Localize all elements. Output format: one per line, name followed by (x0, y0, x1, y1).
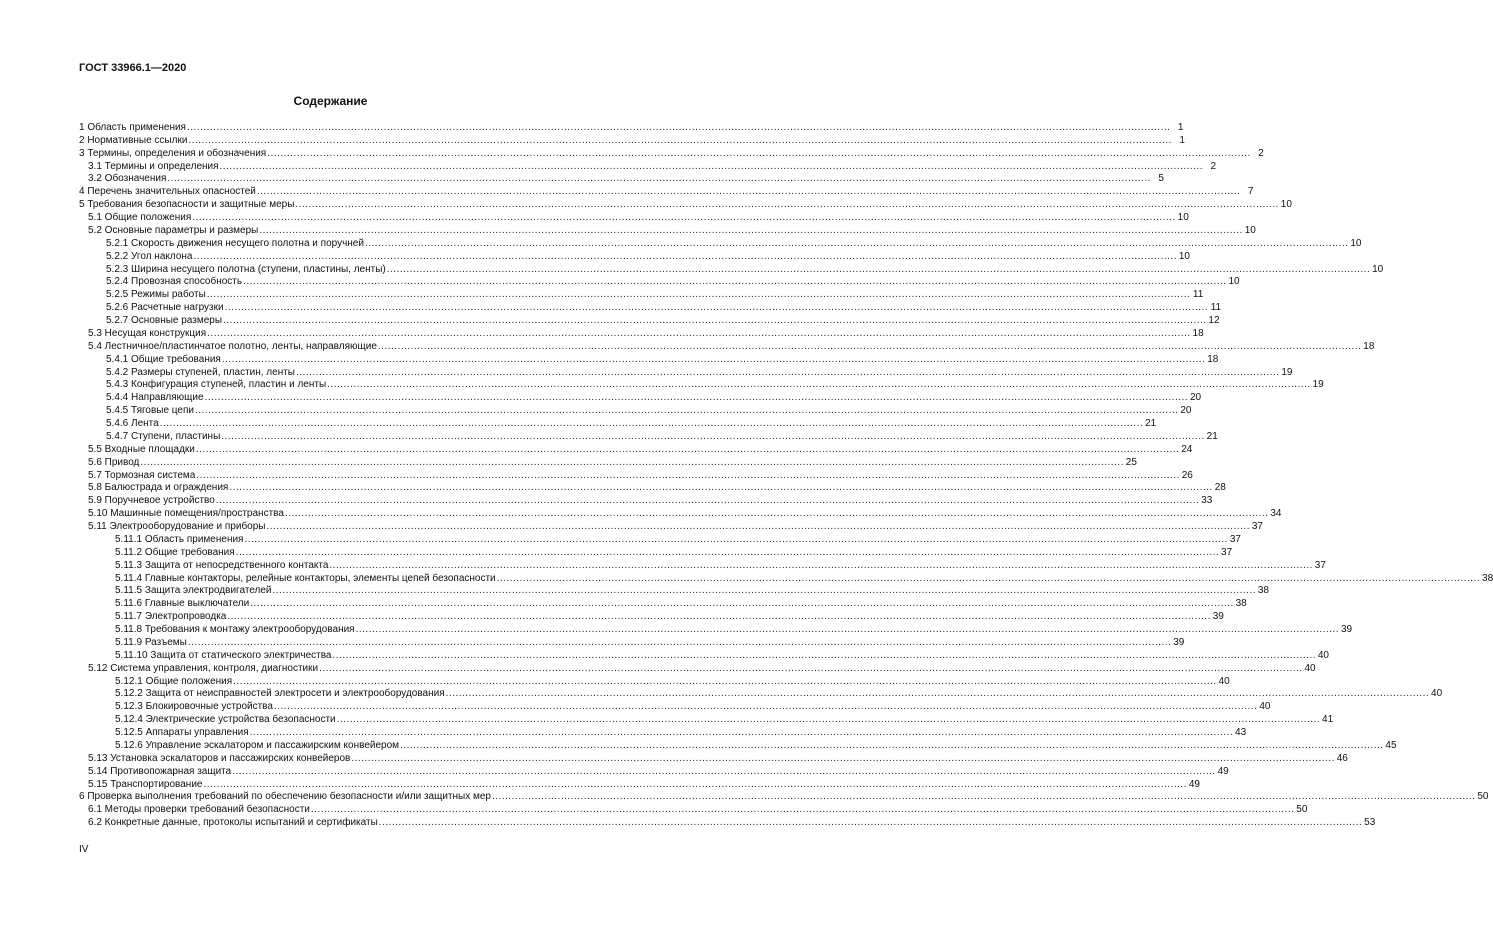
toc-leader-dots: ............................................................................................................................................................................................................................................................................................................ (223, 315, 1207, 326)
toc-entry-title: 5.9 Поручневое устройство (88, 495, 215, 507)
toc-entry-page: 10 (1177, 212, 1189, 223)
toc-entry-title: 5.12.5 Аппараты управления (115, 727, 249, 738)
toc-leader-dots: ............................................................................................................................................................................................................................................................................................................ (266, 521, 1250, 532)
toc-entry-page: 40 (1218, 675, 1230, 687)
toc-entry[interactable] (79, 250, 1190, 263)
toc-entry-page: 40 (1317, 649, 1329, 661)
toc-entry-page: 39 (1173, 636, 1185, 648)
toc-leader-dots: ............................................................................................................................................................................................................................................................................................................ (204, 392, 1189, 404)
toc-entry-page: 39 (1340, 624, 1353, 635)
toc-entry-page: 19 (1312, 379, 1324, 391)
toc-entry[interactable] (79, 610, 1224, 623)
toc-leader-dots: ............................................................................................................................................................................................................................................................................................................ (272, 585, 1256, 597)
toc-entry-title: 5.10 Машинные помещения/пространства (88, 508, 284, 520)
toc-entry[interactable] (79, 237, 1362, 250)
toc-entry-page: 43 (1235, 727, 1247, 738)
toc-leader-dots: ............................................................................................................................................................................................................................................................................................................ (273, 701, 1258, 713)
toc-entry-title: 5.5 Входные площадки (88, 443, 195, 455)
toc-leader-dots: ............................................................................................................................................................................................................................................................................................................ (192, 212, 1176, 223)
toc-entry-title: 5.2.4 Провозная способность (106, 276, 243, 288)
toc-entry-title: 5.15 Транспортирование (88, 778, 203, 790)
toc-entry-page: 24 (1181, 443, 1193, 455)
toc-entry-page: 18 (1363, 340, 1375, 352)
toc-entry[interactable] (79, 636, 1185, 649)
toc-entry-title: 5.11.2 Общие требования (115, 546, 235, 558)
toc-entry-title: 5.7 Тормозная система (88, 469, 196, 481)
toc-entry-title: 5.11.1 Область применения (115, 533, 244, 545)
toc-entry-page: 37 (1251, 521, 1263, 532)
toc-entry-page: 1 (1179, 134, 1185, 146)
toc-leader-dots: ............................................................................................................................................................................................................................................................................................................ (203, 778, 1187, 790)
toc-leader-dots: ............................................................................................................................................................................................................................................................................................................ (445, 688, 1430, 700)
toc-entry-title: 5.2.7 Основные размеры (106, 315, 223, 326)
toc-entry[interactable] (79, 546, 1233, 559)
toc-entry[interactable] (79, 391, 1202, 404)
toc-entry[interactable] (79, 224, 1256, 237)
toc-entry[interactable] (79, 430, 1218, 443)
toc-entry-page: 34 (1270, 508, 1282, 520)
toc-entry[interactable] (79, 726, 1247, 739)
toc-entry-title: 5.12.6 Управление эскалатором и пассажирским конвейером (115, 739, 400, 751)
toc-entry-title: 5.4.2 Размеры ступеней, пластин, ленты (106, 366, 295, 378)
toc-entry-title: 3.2 Обозначения (88, 173, 167, 185)
toc-leader-dots: ............................................................................................................................................................................................................................................................................................................ (140, 456, 1124, 468)
toc-entry-title: 5.11.5 Защита электродвигателей (115, 585, 272, 597)
toc-entry-page: 10 (1178, 250, 1190, 262)
toc-entry-title: 5.11.9 Разъемы (115, 636, 187, 648)
toc-entry-page: 12 (1208, 315, 1220, 326)
toc-entry-title: 6.2 Конкретные данные, протоколы испытаний и сертификаты (88, 817, 378, 829)
toc-entry-title: 6 Проверка выполнения требований по обеспечению безопасности и/или защитных мер (79, 791, 491, 803)
toc-leader-dots: ............................................................................................................................................................................................................................................................................................................ (295, 199, 1279, 211)
toc-leader-dots: ............................................................................................................................................................................................................................................................................................................ (400, 739, 1384, 751)
toc-leader-dots: ............................................................................................................................................................................................................................................................................................................ (188, 134, 1172, 146)
page-number: IV (79, 844, 89, 855)
toc-entry[interactable] (79, 276, 1240, 289)
toc-entry[interactable] (79, 520, 1263, 533)
toc-entry-title: 5.3 Несущая конструкция (88, 327, 207, 339)
toc-leader-dots: ............................................................................................................................................................................................................................................................................................................ (233, 675, 1217, 687)
toc-leader-dots: ............................................................................................................................................................................................................................................................................................................ (243, 276, 1227, 288)
toc-entry[interactable] (79, 147, 1264, 160)
toc-leader-dots: ............................................................................................................................................................................................................................................................................................................ (378, 817, 1363, 829)
toc-leader-dots: ............................................................................................................................................................................................................................................................................................................ (244, 533, 1228, 545)
toc-entry[interactable] (79, 752, 1348, 765)
toc-entry-title: 5.4.3 Конфигурация ступеней, пластин и ленты (106, 379, 327, 391)
toc-leader-dots: ............................................................................................................................................................................................................................................................................................................ (193, 250, 1177, 262)
toc-entry-page: 40 (1259, 701, 1271, 713)
toc-entry-title: 5.4.6 Лента (106, 418, 159, 429)
toc-leader-dots: ............................................................................................................................................................................................................................................................................................................ (195, 405, 1179, 417)
toc-entry-title: 5 Требования безопасности и защитные меры (79, 199, 295, 211)
toc-entry[interactable] (79, 533, 1241, 546)
toc-leader-dots: ............................................................................................................................................................................................................................................................................................................ (267, 147, 1251, 159)
toc-entry[interactable] (79, 572, 1493, 585)
toc-entry-page: 20 (1189, 392, 1202, 404)
toc-entry-page: 10 (1372, 263, 1384, 275)
toc-entry-title: 5.14 Противопожарная защита (88, 765, 232, 777)
toc-entry-title: 5.6 Привод (88, 456, 140, 468)
toc-entry[interactable] (79, 700, 1271, 713)
toc-entry[interactable] (79, 507, 1282, 520)
toc-entry-title: 4 Перечень значительных опасностей (79, 186, 256, 198)
toc-entry[interactable] (79, 456, 1137, 469)
toc-entry-title: 5.13 Установка эскалаторов и пассажирских конвейеров (88, 752, 351, 764)
toc-leader-dots: ............................................................................................................................................................................................................................................................................................................ (159, 418, 1144, 429)
toc-leader-dots: ............................................................................................................................................................................................................................................................................................................ (219, 160, 1204, 172)
toc-entry[interactable] (79, 559, 1326, 572)
toc-entry[interactable] (79, 739, 1397, 752)
toc-leader-dots: ............................................................................................................................................................................................................................................................................................................ (167, 173, 1151, 185)
toc-entry-title: 5.12.2 Защита от неисправностей электросети и электрооборудования (115, 688, 445, 700)
toc-leader-dots: ............................................................................................................................................................................................................................................................................................................ (235, 546, 1220, 558)
toc-entry-title: 5.1 Общие положения (88, 212, 192, 223)
toc-entry-page: 5 (1158, 173, 1164, 185)
toc-entry-title: 5.11.3 Защита от непосредственного контакта (115, 559, 329, 571)
toc-leader-dots: ............................................................................................................................................................................................................................................................................................................ (195, 443, 1180, 455)
toc-entry-page: 10 (1228, 276, 1240, 288)
toc-entry-page: 53 (1364, 817, 1376, 829)
toc-entry[interactable] (79, 713, 1334, 726)
toc-leader-dots: ............................................................................................................................................................................................................................................................................................................ (227, 611, 1211, 623)
toc-leader-dots: ............................................................................................................................................................................................................................................................................................................ (221, 430, 1205, 442)
toc-entry-page: 10 (1244, 224, 1256, 236)
toc-leader-dots: ............................................................................................................................................................................................................................................................................................................ (215, 495, 1200, 507)
toc-entry-title: 5.11.8 Требования к монтажу электрооборудования (115, 624, 355, 635)
toc-entry-title: 5.11 Электрооборудование и приборы (88, 521, 266, 532)
toc-entry-page: 37 (1314, 559, 1326, 571)
toc-entry-title: 5.12.1 Общие положения (115, 675, 233, 687)
toc-entry-page: 18 (1207, 353, 1219, 365)
toc-leader-dots: ............................................................................................................................................................................................................................................................................................................ (207, 327, 1191, 339)
toc-entry-page: 38 (1482, 572, 1493, 584)
table-of-contents (79, 121, 1493, 829)
toc-leader-dots: ............................................................................................................................................................................................................................................................................................................ (259, 224, 1243, 236)
toc-entry-title: 3.1 Термины и определения (88, 160, 219, 172)
toc-entry-page: 10 (1350, 237, 1362, 249)
toc-entry[interactable] (79, 185, 1254, 198)
toc-entry[interactable] (79, 366, 1293, 379)
toc-leader-dots: ............................................................................................................................................................................................................................................................................................................ (284, 508, 1269, 520)
toc-entry[interactable] (79, 263, 1384, 276)
toc-leader-dots: ............................................................................................................................................................................................................................................................................................................ (224, 302, 1209, 314)
toc-entry-title: 5.12 Система управления, контроля, диагностики (88, 662, 319, 674)
toc-entry-page: 11 (1192, 289, 1204, 301)
toc-leader-dots: ............................................................................................................................................................................................................................................................................................................ (250, 598, 1234, 610)
toc-entry[interactable] (79, 134, 1185, 147)
toc-entry-page: 28 (1214, 482, 1226, 494)
toc-entry-title: 5.2.3 Ширина несущего полотна (ступени, пластины, ленты) (106, 263, 386, 275)
toc-entry[interactable] (79, 662, 1316, 675)
toc-entry-page: 49 (1217, 765, 1229, 777)
page-title: Содержание (293, 94, 368, 108)
toc-entry-page: 41 (1322, 714, 1334, 726)
toc-entry-title: 3 Термины, определения и обозначения (79, 147, 267, 159)
toc-entry[interactable] (79, 314, 1220, 327)
toc-entry[interactable] (79, 353, 1219, 366)
toc-leader-dots: ............................................................................................................................................................................................................................................................................................................ (364, 237, 1349, 249)
toc-leader-dots: ............................................................................................................................................................................................................................................................................................................ (296, 366, 1280, 378)
toc-entry[interactable] (79, 803, 1308, 816)
toc-entry-title: 5.11.7 Электропроводка (115, 611, 227, 623)
toc-entry-page: 37 (1229, 533, 1241, 545)
toc-entry-title: 2 Нормативные ссылки (79, 134, 188, 146)
toc-leader-dots: ............................................................................................................................................................................................................................................................................................................ (386, 263, 1371, 275)
toc-leader-dots: ............................................................................................................................................................................................................................................................................................................ (332, 649, 1316, 661)
toc-leader-dots: ............................................................................................................................................................................................................................................................................................................ (249, 727, 1234, 738)
toc-leader-dots: ............................................................................................................................................................................................................................................................................................................ (256, 186, 1241, 198)
toc-entry-page: 40 (1304, 662, 1316, 674)
toc-entry[interactable] (79, 469, 1193, 482)
toc-entry[interactable] (79, 778, 1200, 791)
toc-entry[interactable] (79, 623, 1353, 636)
toc-entry[interactable] (79, 688, 1443, 701)
toc-entry-page: 18 (1192, 327, 1204, 339)
toc-entry-page: 2 (1258, 147, 1264, 159)
toc-entry-title: 5.12.3 Блокировочные устройства (115, 701, 273, 713)
toc-leader-dots: ............................................................................................................................................................................................................................................................................................................ (206, 289, 1191, 301)
toc-entry-page: 11 (1210, 302, 1222, 314)
toc-entry[interactable] (79, 173, 1164, 186)
toc-entry-page: 1 (1177, 121, 1184, 133)
toc-entry-page: 26 (1181, 469, 1193, 481)
toc-leader-dots: ............................................................................................................................................................................................................................................................................................................ (229, 482, 1213, 494)
toc-entry[interactable] (79, 494, 1213, 507)
toc-entry[interactable] (79, 160, 1217, 173)
toc-leader-dots: ............................................................................................................................................................................................................................................................................................................ (491, 791, 1476, 803)
toc-entry[interactable] (79, 340, 1375, 353)
toc-entry[interactable] (79, 198, 1292, 211)
toc-entry[interactable] (79, 597, 1247, 610)
toc-entry-title: 5.12.4 Электрические устройства безопасности (115, 714, 336, 726)
toc-entry[interactable] (79, 379, 1324, 392)
toc-entry-page: 39 (1212, 611, 1224, 623)
toc-leader-dots: ............................................................................................................................................................................................................................................................................................................ (196, 469, 1180, 481)
toc-entry[interactable] (79, 404, 1192, 417)
toc-entry-page: 38 (1257, 585, 1269, 597)
toc-leader-dots: ............................................................................................................................................................................................................................................................................................................ (186, 121, 1171, 133)
toc-entry-page: 25 (1125, 456, 1137, 468)
toc-entry-page: 33 (1201, 495, 1213, 507)
toc-leader-dots: ............................................................................................................................................................................................................................................................................................................ (496, 572, 1481, 584)
toc-entry[interactable] (79, 482, 1226, 495)
toc-entry-title: 5.2.6 Расчетные нагрузки (106, 302, 224, 314)
toc-entry[interactable] (79, 327, 1204, 340)
toc-entry-title: 6.1 Методы проверки требований безопасности (88, 804, 310, 816)
toc-entry-title: 1 Область применения (79, 121, 186, 133)
document-code: ГОСТ 33966.1—2020 (79, 62, 187, 74)
toc-leader-dots: ............................................................................................................................................................................................................................................................................................................ (187, 636, 1172, 648)
toc-entry-title: 5.2 Основные параметры и размеры (88, 224, 259, 236)
toc-entry-title: 5.4.5 Тяговые цепи (106, 405, 194, 417)
toc-entry[interactable] (79, 791, 1489, 804)
toc-leader-dots: ............................................................................................................................................................................................................................................................................................................ (232, 765, 1216, 777)
toc-leader-dots: ............................................................................................................................................................................................................................................................................................................ (329, 559, 1313, 571)
toc-entry-title: 5.4.1 Общие требования (106, 353, 221, 365)
toc-entry-title: 5.2.2 Угол наклона (106, 250, 193, 262)
toc-leader-dots: ............................................................................................................................................................................................................................................................................................................ (377, 340, 1362, 352)
toc-entry-page: 45 (1385, 739, 1397, 751)
toc-entry-page: 10 (1280, 199, 1292, 211)
toc-entry[interactable] (79, 585, 1269, 598)
toc-entry-title: 5.4 Лестничное/пластинчатое полотно, ленты, направляющие (88, 340, 377, 352)
toc-entry-title: 5.11.6 Главные выключатели (115, 598, 250, 610)
toc-entry[interactable] (79, 288, 1204, 301)
toc-entry-page: 2 (1210, 160, 1217, 172)
toc-leader-dots: ............................................................................................................................................................................................................................................................................................................ (351, 752, 1335, 764)
toc-leader-dots: ............................................................................................................................................................................................................................................................................................................ (319, 662, 1303, 674)
toc-entry-title: 5.11.4 Главные контакторы, релейные контакторы, элементы цепей безопасности (115, 572, 496, 584)
toc-entry-page: 38 (1235, 598, 1247, 610)
toc-leader-dots: ............................................................................................................................................................................................................................................................................................................ (355, 624, 1340, 635)
toc-entry[interactable] (79, 649, 1329, 662)
toc-entry-title: 5.4.4 Направляющие (106, 392, 204, 404)
toc-entry-title: 5.2.1 Скорость движения несущего полотна и поручней (106, 237, 364, 249)
toc-entry-page: 7 (1247, 186, 1254, 198)
toc-entry-page: 20 (1180, 405, 1192, 417)
toc-entry[interactable] (79, 443, 1193, 456)
toc-entry-page: 19 (1281, 366, 1293, 378)
toc-entry[interactable] (79, 816, 1376, 829)
toc-entry[interactable] (79, 301, 1222, 314)
toc-entry[interactable] (79, 675, 1230, 688)
toc-entry-page: 37 (1221, 546, 1233, 558)
toc-entry-page: 49 (1188, 778, 1200, 790)
toc-entry-page: 50 (1296, 804, 1308, 816)
toc-entry-page: 46 (1336, 752, 1348, 764)
toc-leader-dots: ............................................................................................................................................................................................................................................................................................................ (221, 353, 1206, 365)
toc-entry-page: 50 (1477, 791, 1489, 803)
toc-leader-dots: ............................................................................................................................................................................................................................................................................................................ (327, 379, 1311, 391)
toc-entry-title: 5.11.10 Защита от статического электричества (115, 649, 332, 661)
toc-entry[interactable] (79, 211, 1189, 224)
toc-entry-title: 5.8 Балюстрада и ограждения (88, 482, 229, 494)
toc-leader-dots: ............................................................................................................................................................................................................................................................................................................ (310, 804, 1295, 816)
toc-entry-title: 5.2.5 Режимы работы (106, 289, 206, 301)
toc-entry[interactable] (79, 765, 1229, 778)
toc-entry-page: 21 (1145, 418, 1157, 429)
toc-entry[interactable] (79, 417, 1157, 430)
toc-entry-page: 21 (1206, 430, 1218, 442)
toc-entry-page: 40 (1431, 688, 1443, 700)
toc-leader-dots: ............................................................................................................................................................................................................................................................................................................ (336, 714, 1321, 726)
toc-entry-title: 5.4.7 Ступени, пластины (106, 430, 221, 442)
toc-entry[interactable] (79, 121, 1184, 134)
